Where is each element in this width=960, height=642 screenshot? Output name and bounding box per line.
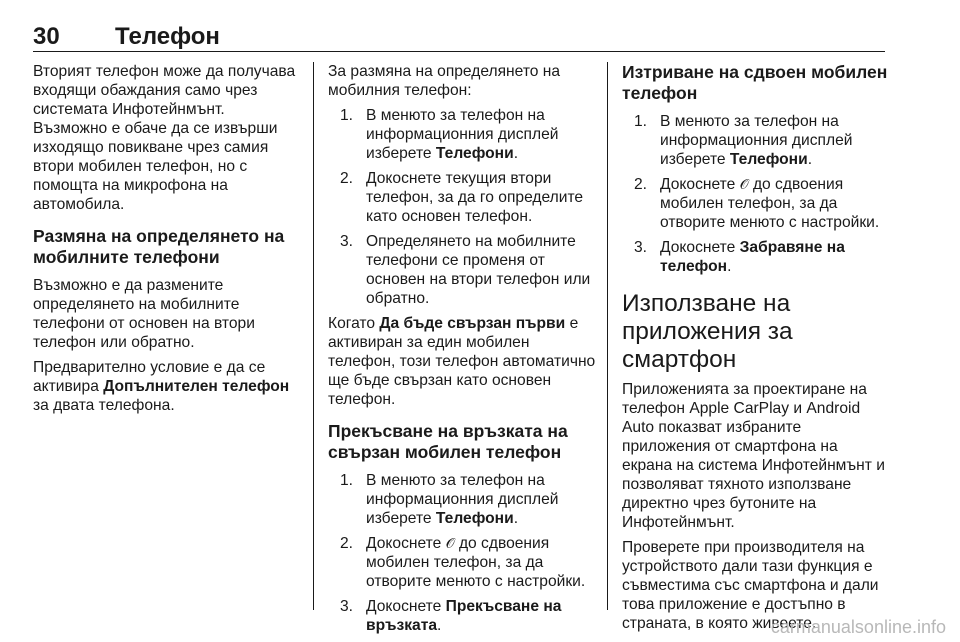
menu-term: Прекъсване на връзката [366,598,562,634]
page-title: Телефон [115,23,220,50]
pencil-edit-icon: 𝒪 [445,535,455,551]
menu-term: Телефони [435,145,514,162]
section-heading-swap: Размяна на определянето на мобилните телефони [33,226,285,267]
list-item: 2. Докоснете текущия втори телефон, за да го определите като основен телефон. [340,170,584,225]
col3-para: Приложенията за проектиране на телефон Apple CarPlay и Android Auto показват избраните приложения от смартфона на екрана на система Инфотейнмънт и позволяват тяхното използване директно чрез бутоните на Инфотейнмънт. [622,381,885,531]
steps-list [622,112,890,276]
list-item: 2. Докоснете 𝒪 до сдвоения мобилен телефон, за да отворите менюто с настройки. [634,176,880,231]
col1-para: Възможно е да размените определянето на мобилните телефони от основен на втори телефон или обратно. [33,277,255,351]
steps-list [328,471,600,635]
menu-term: Телефони [435,510,514,527]
list-item: 3. Докоснете Забравяне на телефон. [634,239,845,275]
col2-note: Когато Да бъде свързан първи е активиран за един мобилен телефон, този телефон автоматично ще бъде свързан като основен телефон. [328,315,596,408]
column-3 [622,62,890,639]
section-heading-disconnect: Прекъсване на връзката на свързан мобилен телефон [328,421,568,462]
column-divider [607,62,608,610]
steps-list [328,106,600,308]
pencil-edit-icon: 𝒪 [739,176,749,192]
column-2 [328,62,600,641]
col1-intro: Вторият телефон може да получава входящи обаждания само чрез системата Инфотейнмънт. Възможно е обаче да се извърши изходящо повикване чрез самия втори мобилен телефон, но с помощта на микрофона на автомобила. [33,63,296,213]
header-rule [33,51,885,52]
list-item: 3. Докоснете Прекъсване на връзката. [340,598,562,634]
list-item: 2. Докоснете 𝒪 до сдвоения мобилен телефон, за да отворите менюто с настройки. [340,535,586,590]
page-number: 30 [33,23,60,50]
menu-term: Телефони [729,151,808,168]
watermark: carmanualsonline.info [770,617,946,637]
menu-term: Забравяне на телефон [660,239,845,275]
col1-para-prerequisite: Предварително условие е да се активира Допълнителен телефон за двата телефона. [33,359,290,414]
page-header [33,24,885,50]
column-divider [313,62,314,610]
list-item: 1. В менюто за телефон на информационния дисплей изберете Телефони. [340,472,559,527]
list-item: 1. В менюто за телефон на информационния дисплей изберете Телефони. [634,113,853,168]
col2-intro: За размяна на определянето на мобилния телефон: [328,63,561,99]
list-item: 3. Определянето на мобилните телефони се променя от основен на втори телефон или обратно. [340,233,591,307]
list-item: 1. В менюто за телефон на информационния дисплей изберете Телефони. [340,107,559,162]
col3-para: Проверете при производителя на устройството дали тази функция е съвместима със смартфона и дали това приложение е достъпно в страната, в която живеете. [622,539,879,632]
section-heading-delete: Изтриване на сдвоен мобилен телефон [622,62,888,103]
section-heading-smartphone-apps: Използване на приложения за смартфон [622,290,793,373]
menu-term: Допълнителен телефон [103,378,290,395]
menu-term: Да бъде свързан първи [379,315,566,332]
column-1 [33,62,299,421]
